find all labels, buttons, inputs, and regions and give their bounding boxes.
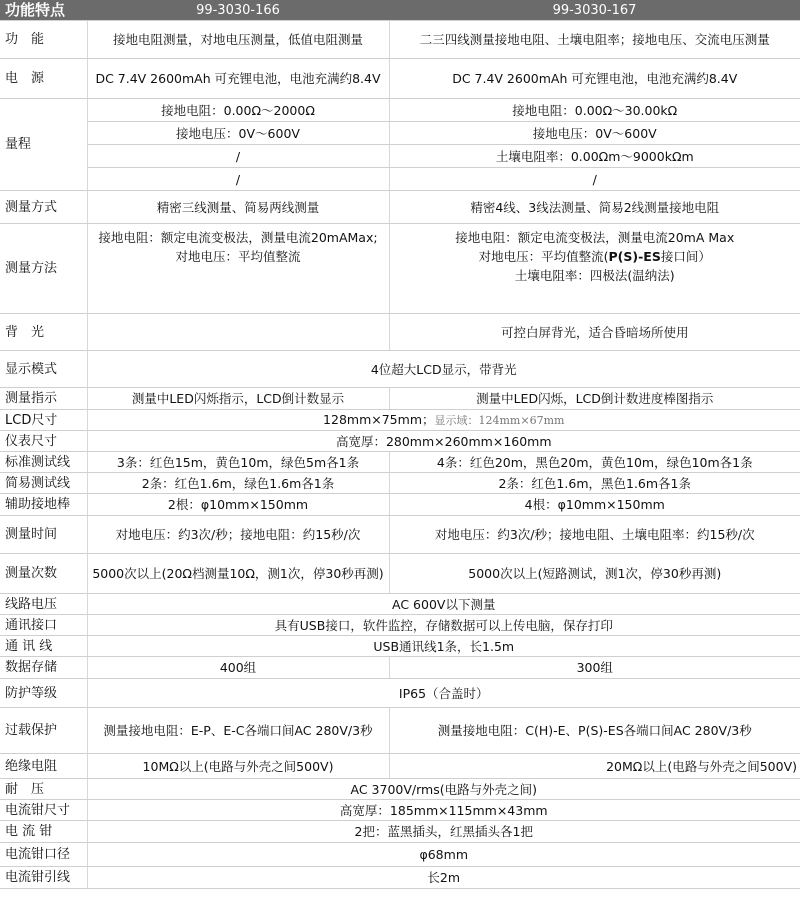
row-simple-leads [0,473,800,494]
cell-b [389,224,800,314]
cell-a: DC 7.4V 2600mAh 可充锂电池，电池充满约8.4V [87,59,389,99]
row-backlight [0,314,800,351]
cell-merged: 2把：蓝黑插头，红黑插头各1把 [87,821,800,843]
row-label: 测量次数 [0,554,87,594]
method-b-line1: 接地电阻：额定电流变极法，测量电流20mA Max [455,230,735,245]
cell-merged: 具有USB接口，软件监控，存储数据可以上传电脑，保存打印 [87,615,800,636]
method-b-line2-post: 接口间） [660,249,711,264]
cell-b: 二三四线测量接地电阻、土壤电阻率；接地电压、交流电压测量 [389,21,800,59]
row-label: 背 光 [0,314,87,351]
cell-merged: AC 600V以下测量 [87,594,800,615]
row-label: LCD尺寸 [0,410,87,431]
row-label: 电 源 [0,59,87,99]
method-a-line2: 对地电压：平均值整流 [175,249,301,264]
cell-b: 接地电阻：0.00Ω～30.00kΩ [389,99,800,122]
model-b-header: 99-3030-167 [389,0,800,21]
row-time [0,516,800,554]
cell-a: 2根：φ10mm×150mm [87,494,389,516]
cell-a: / [87,168,389,191]
method-b-line2-bold: P(S)-ES [608,249,661,264]
cell-a: / [87,145,389,168]
cell-merged: IP65（合盖时） [87,679,800,708]
row-label: 通讯接口 [0,615,87,636]
model-a-header: 99-3030-166 [87,0,389,21]
cell-a: 3条：红色15m，黄色10m，绿色5m各1条 [87,452,389,473]
row-insulation [0,754,800,779]
cell-merged: 长2m [87,867,800,889]
cell-b: 20MΩ以上(电路与外壳之间500V) [389,754,800,779]
row-label: 防护等级 [0,679,87,708]
row-meter-size [0,431,800,452]
lcd-display-area: 显示域：124mm×67mm [434,414,565,427]
row-label: 测量时间 [0,516,87,554]
cell-b: 测量中LED闪烁，LCD倒计数进度棒图指示 [389,388,800,410]
row-count [0,554,800,594]
row-label: 通 讯 线 [0,636,87,657]
row-clamp-lead [0,867,800,889]
row-range-2 [0,122,800,145]
row-label: 绝缘电阻 [0,754,87,779]
method-b-line2 [393,247,798,266]
cell-b: 对地电压：约3次/秒；接地电阻、土壤电阻率：约15秒/次 [389,516,800,554]
row-rods [0,494,800,516]
cell-a: 接地电阻测量，对地电压测量，低值电阻测量 [87,21,389,59]
row-label: 电流钳引线 [0,867,87,889]
row-line-voltage [0,594,800,615]
cell-a: 测量接地电阻：E-P、E-C各端口间AC 280V/3秒 [87,708,389,754]
row-measure-mode [0,191,800,224]
header-row [0,0,800,21]
row-measure-method [0,224,800,314]
row-label: 辅助接地棒 [0,494,87,516]
row-clamp [0,821,800,843]
cell-b: 4条：红色20m，黑色20m，黄色10m，绿色10m各1条 [389,452,800,473]
row-comm-cable [0,636,800,657]
row-label: 电流钳口径 [0,843,87,867]
cell-a: 2条：红色1.6m，绿色1.6m各1条 [87,473,389,494]
row-label: 过载保护 [0,708,87,754]
row-lcd [0,410,800,431]
row-indicator [0,388,800,410]
method-b-line2-pre: 对地电压：平均值整流( [478,249,609,264]
cell-b: 300组 [389,657,800,679]
row-label: 标准测试线 [0,452,87,473]
row-protection [0,679,800,708]
row-range-1 [0,99,800,122]
cell-merged: 高宽厚：185mm×115mm×43mm [87,800,800,821]
cell-a: 对地电压：约3次/秒；接地电阻：约15秒/次 [87,516,389,554]
row-storage [0,657,800,679]
cell-a: 精密三线测量、简易两线测量 [87,191,389,224]
row-label: 简易测试线 [0,473,87,494]
cell-merged: 高宽厚：280mm×260mm×160mm [87,431,800,452]
cell-a: 400组 [87,657,389,679]
method-a-line1: 接地电阻：额定电流变极法，测量电流20mAMax; [98,230,378,245]
row-display [0,351,800,388]
row-label: 测量指示 [0,388,87,410]
cell-merged: AC 3700V/rms(电路与外壳之间) [87,779,800,800]
row-withstand [0,779,800,800]
row-label: 线路电压 [0,594,87,615]
cell-a: 测量中LED闪烁指示，LCD倒计数显示 [87,388,389,410]
cell-a [87,224,389,314]
cell-b: 接地电压：0V～600V [389,122,800,145]
row-label: 数据存储 [0,657,87,679]
cell-merged: 4位超大LCD显示，带背光 [87,351,800,388]
cell-merged: φ68mm [87,843,800,867]
row-label: 测量方法 [0,224,87,314]
cell-b: / [389,168,800,191]
lcd-size: 128mm×75mm； [323,412,435,427]
cell-a: 10MΩ以上(电路与外壳之间500V) [87,754,389,779]
header-label: 功能特点 [0,0,87,21]
row-label: 功 能 [0,21,87,59]
row-label: 仪表尺寸 [0,431,87,452]
row-range-3 [0,145,800,168]
cell-b: 2条：红色1.6m，黑色1.6m各1条 [389,473,800,494]
cell-b: 4根：φ10mm×150mm [389,494,800,516]
row-comm-port [0,615,800,636]
row-overload [0,708,800,754]
cell-a: 接地电阻：0.00Ω～2000Ω [87,99,389,122]
cell-b: 精密4线、3线法测量、简易2线测量接地电阻 [389,191,800,224]
cell-a: 5000次以上(20Ω档测量10Ω，测1次，停30秒再测) [87,554,389,594]
row-clamp-jaw [0,843,800,867]
row-label: 电流钳尺寸 [0,800,87,821]
row-label: 量程 [0,99,87,191]
cell-b: 土壤电阻率：0.00Ωm～9000kΩm [389,145,800,168]
cell-merged: USB通讯线1条，长1.5m [87,636,800,657]
cell-b: 可控白屏背光，适合昏暗场所使用 [389,314,800,351]
row-function [0,21,800,59]
cell-b: 5000次以上(短路测试，测1次，停30秒再测) [389,554,800,594]
cell-a: 接地电压：0V～600V [87,122,389,145]
row-label: 测量方式 [0,191,87,224]
row-range-4 [0,168,800,191]
cell-merged [87,410,800,431]
cell-b: DC 7.4V 2600mAh 可充锂电池，电池充满约8.4V [389,59,800,99]
row-label: 耐 压 [0,779,87,800]
cell-a [87,314,389,351]
row-label: 显示模式 [0,351,87,388]
cell-b: 测量接地电阻：C(H)-E、P(S)-ES各端口间AC 280V/3秒 [389,708,800,754]
row-power [0,59,800,99]
row-label: 电 流 钳 [0,821,87,843]
method-b-line3: 土壤电阻率：四极法(温纳法) [514,268,675,283]
row-std-leads [0,452,800,473]
row-clamp-size [0,800,800,821]
